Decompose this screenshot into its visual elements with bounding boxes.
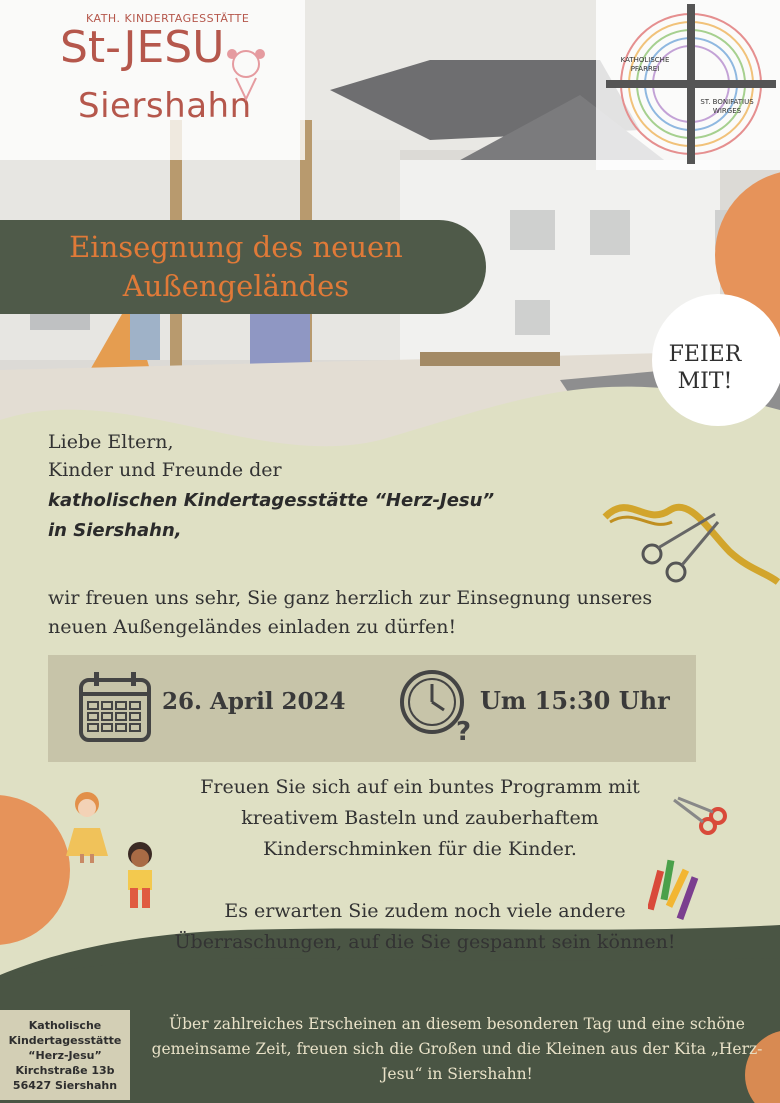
event-date: 26. April 2024 xyxy=(162,688,346,715)
kita-name: St-JESU xyxy=(60,22,225,73)
parish-right-text: ST. BONIFATIUS WIRGES xyxy=(700,98,754,115)
greeting-line-1: Liebe Eltern, xyxy=(48,431,174,453)
greeting-bold xyxy=(48,486,494,546)
calendar-icon xyxy=(78,672,152,744)
scissors-icon xyxy=(670,796,728,846)
badge-line-1: FEIER xyxy=(668,342,742,367)
title-line-1: Einsegnung des neuen xyxy=(69,230,403,264)
badge-line-2: MIT! xyxy=(677,369,733,394)
surprise-text: Es erwarten Sie zudem noch viele andere Überraschungen, auf die Sie gespannt sein können! xyxy=(174,900,676,953)
address-line-1: Katholische xyxy=(28,1018,102,1032)
feier-mit-badge xyxy=(650,318,760,418)
child-logo-icon xyxy=(222,44,270,104)
address-line-2: Kindertagesstätte xyxy=(8,1033,122,1047)
address-line-3: “Herz-Jesu” xyxy=(28,1048,102,1062)
greeting-bold-line-1: katholischen Kindertagesstätte “Herz-Jesu” xyxy=(48,490,495,511)
girl-illustration xyxy=(62,788,112,864)
parish-cross-icon xyxy=(606,4,776,164)
invitation-text: wir freuen uns sehr, Sie ganz herzlich zur Einsegnung unseres neuen Außengeländes einladen zu dürfen! xyxy=(48,587,653,638)
clock-icon xyxy=(398,668,474,744)
address-box xyxy=(0,1010,130,1100)
greeting-bold-line-2: in Siershahn, xyxy=(48,520,182,541)
page-title xyxy=(36,228,436,306)
kita-prefix: KATH. KINDERTAGESSTÄTTE xyxy=(86,12,250,25)
footer-text: Über zahlreiches Erscheinen an diesem besonderen Tag und eine schöne gemeinsame Zeit, freuen sich die Großen und die Kleinen aus der Kita „Herz-Jesu“ in Siershahn! xyxy=(151,1015,763,1083)
greeting-line-2: Kinder und Freunde der xyxy=(48,459,282,481)
program-text: Freuen Sie sich auf ein buntes Programm mit kreativem Basteln und zauberhaftem Kinderschminken für die Kinder. xyxy=(200,776,640,860)
kita-town: Siershahn xyxy=(78,86,252,126)
boy-illustration xyxy=(116,840,164,912)
address-line-5: 56427 Siershahn xyxy=(12,1078,118,1092)
scissors-ribbon-icon xyxy=(600,492,780,592)
title-line-2: Außengeländes xyxy=(122,269,350,303)
event-time: Um 15:30 Uhr xyxy=(480,686,670,715)
parish-left-text: KATHOLISCHE PFARREI xyxy=(620,56,670,73)
svg-text:?: ? xyxy=(456,717,472,744)
address-line-4: Kirchstraße 13b xyxy=(15,1063,115,1077)
greeting xyxy=(48,428,282,484)
